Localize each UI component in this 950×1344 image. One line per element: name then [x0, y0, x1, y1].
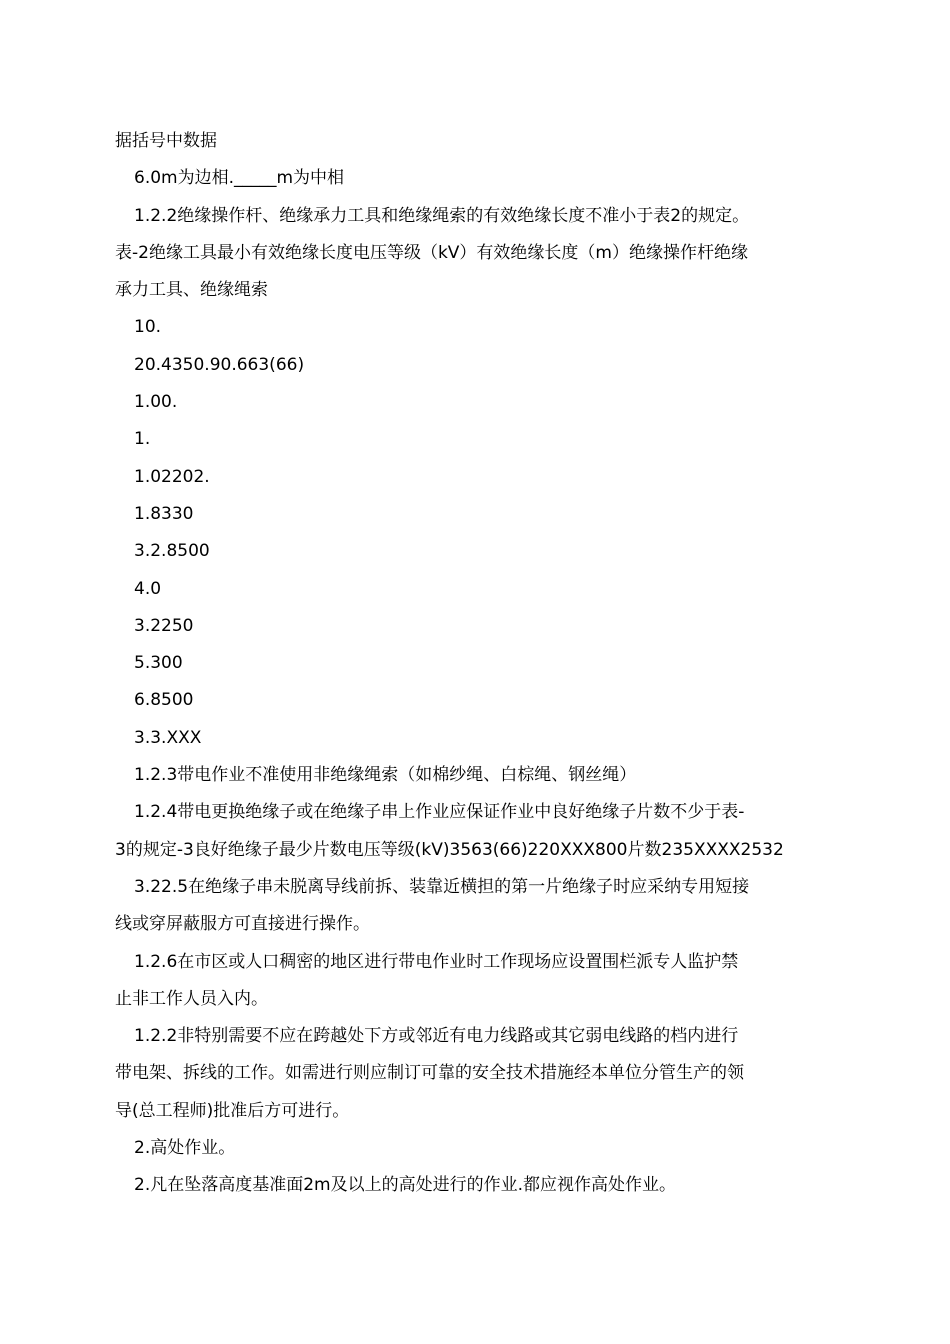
- text-line: 止非工作人员入内。: [115, 988, 268, 1009]
- document-body: [115, 123, 837, 1205]
- text-line: 3.3.XXX: [134, 727, 202, 748]
- text-line: 带电架、拆线的工作。如需进行则应制订可靠的安全技术措施经本单位分管生产的领: [115, 1063, 744, 1084]
- text-line: 据括号中数据: [115, 131, 217, 151]
- text-line: 6.8500: [134, 690, 194, 711]
- text-line: 5.300: [134, 653, 183, 674]
- text-line: 1.00.: [134, 392, 178, 413]
- text-line: 3.22.5在绝缘子串未脱离导线前拆、装靠近横担的第一片绝缘子时应采纳专用短接: [134, 876, 750, 897]
- text-line: 1.: [134, 429, 151, 450]
- text-line: 线或穿屏蔽服方可直接进行操作。: [115, 914, 370, 935]
- text-line: 导(总工程师)批准后方可进行。: [115, 1100, 350, 1121]
- text-line: 1.2.6在市区或人口稠密的地区进行带电作业时工作现场应设置围栏派专人监护禁: [134, 951, 739, 972]
- text-line: 2.凡在坠落高度基准面2m及以上的高处进行的作业.都应视作高处作业。: [134, 1175, 676, 1196]
- text-line: 1.2.4带电更换绝缘子或在绝缘子串上作业应保证作业中良好绝缘子片数不少于表-: [134, 802, 745, 823]
- text-line: 3的规定-3良好绝缘子最少片数电压等级(kV)3563(66)220XXX800片数235XXXX2532: [115, 839, 784, 860]
- text-line: 表-2绝缘工具最小有效绝缘长度电压等级（kV）有效绝缘长度（m）绝缘操作杆绝缘: [115, 242, 748, 263]
- text-line: 1.2.3带电作业不准使用非绝缘绳索（如棉纱绳、白棕绳、钢丝绳）: [134, 765, 637, 786]
- text-line: 2.高处作业。: [134, 1138, 236, 1159]
- text-line: 1.8330: [134, 503, 194, 524]
- text-line: 10.: [134, 317, 162, 338]
- text-line: 1.2.2非特别需要不应在跨越处下方或邻近有电力线路或其它弱电线路的档内进行: [134, 1026, 739, 1047]
- text-line: 3.2250: [134, 615, 194, 636]
- text-line: 1.02202.: [134, 466, 210, 487]
- text-line: 1.2.2绝缘操作杆、绝缘承力工具和绝缘绳索的有效绝缘长度不准小于表2的规定。: [134, 205, 750, 226]
- text-line: 承力工具、绝缘绳索: [115, 280, 268, 301]
- text-line: 3.2.8500: [134, 541, 210, 562]
- text-line: 4.0: [134, 578, 162, 599]
- text-line: 6.0m为边相._____m为中相: [134, 168, 345, 189]
- text-line: 20.4350.90.663(66): [134, 354, 305, 375]
